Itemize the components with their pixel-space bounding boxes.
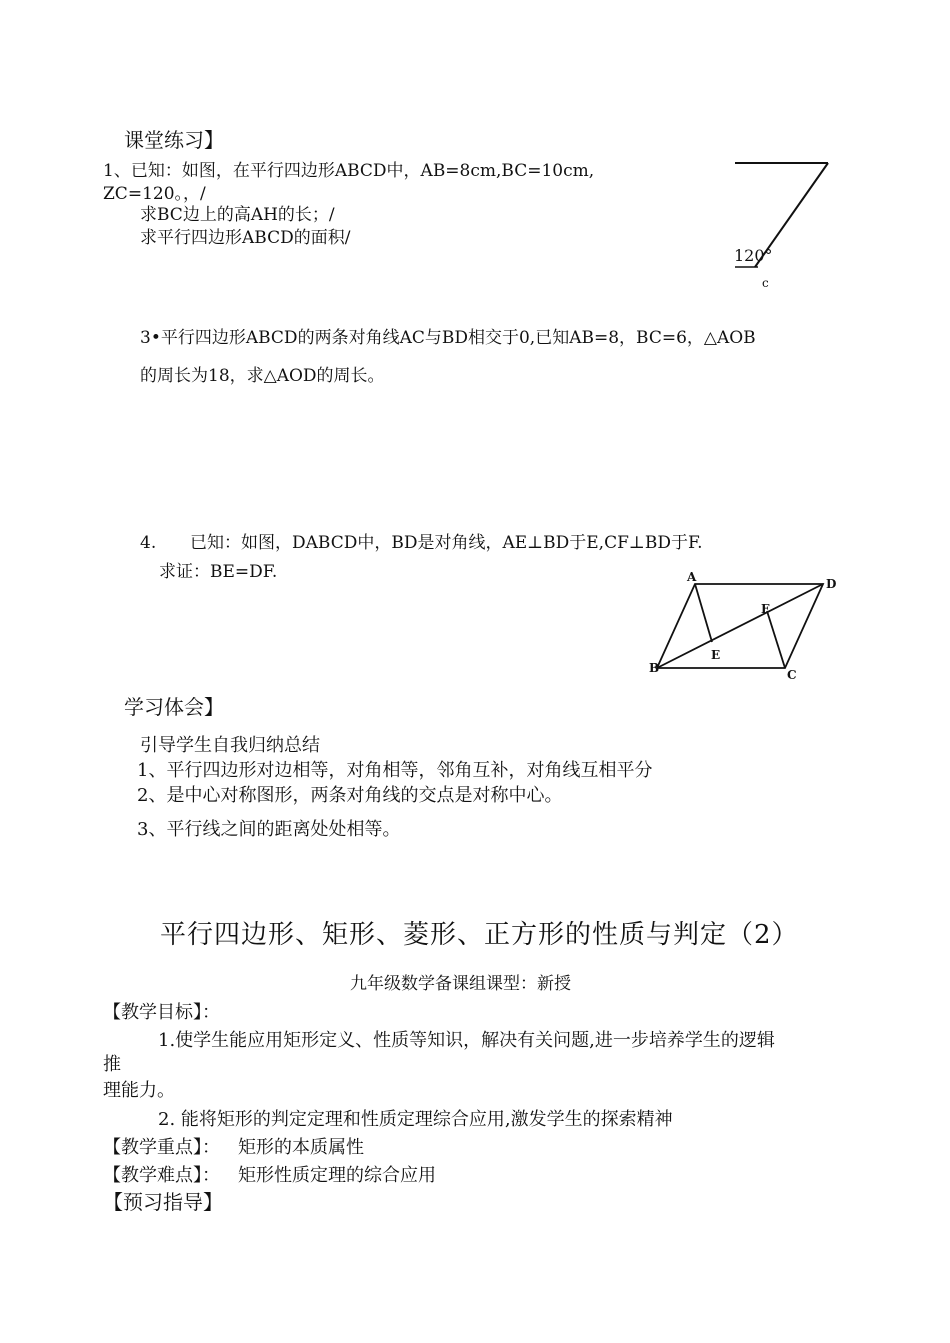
q1-figure-angle-label: 120° bbox=[734, 246, 773, 265]
objective-2: 2. 能将矩形的判定定理和性质定理综合应用,激发学生的探索精神 bbox=[158, 1109, 673, 1130]
q4-diagonal-bd bbox=[657, 584, 823, 668]
objective-1-line-c: 理能力。 bbox=[103, 1080, 175, 1101]
reflection-item-3: 3、平行线之间的距离处处相等。 bbox=[137, 819, 401, 840]
q4-label-e: E bbox=[711, 648, 721, 662]
objectives-label: 【教学目标】： bbox=[103, 1002, 220, 1023]
q1-line1: 1、已知：如图，在平行四边形ABCD中，AB=8cm,BC=10cm, bbox=[103, 161, 595, 181]
q1-line2: ZC=120。，/ bbox=[103, 184, 206, 204]
keypoint-text: 矩形的本质属性 bbox=[238, 1137, 364, 1158]
reflection-intro: 引导学生自我归纳总结 bbox=[140, 735, 320, 756]
q3-line1: 3•平行四边形ABCD的两条对角线AC与BD相交于0,已知AB=8，BC=6，△AOB bbox=[140, 328, 756, 348]
lesson-title: 平行四边形、矩形、菱形、正方形的性质与判定（2） bbox=[160, 920, 799, 950]
q4-label-f: F bbox=[761, 602, 770, 616]
q4-segment-ae bbox=[695, 584, 712, 642]
reflection-item-1: 1、平行四边形对边相等，对角相等，邻角互补，对角线互相平分 bbox=[137, 760, 653, 781]
reflection-item-2: 2、是中心对称图形，两条对角线的交点是对称中心。 bbox=[137, 785, 563, 806]
q4-label-c: C bbox=[787, 668, 797, 682]
q4-label-b: B bbox=[649, 661, 660, 675]
practice-heading: 课堂练习】 bbox=[124, 128, 224, 152]
keypoint-label: 【教学重点】： bbox=[103, 1137, 220, 1158]
q1-line3: 求BC边上的高AH的长；/ bbox=[140, 205, 335, 225]
q4-segment-cf bbox=[767, 611, 785, 668]
reflection-heading: 学习体会】 bbox=[124, 695, 224, 719]
preview-label: 【预习指导】 bbox=[103, 1190, 223, 1214]
objective-1-line-a: 1.使学生能应用矩形定义、性质等知识，解决有关问题,进一步培养学生的逻辑 bbox=[158, 1030, 775, 1051]
q1-line4: 求平行四边形ABCD的面积/ bbox=[140, 228, 351, 248]
objective-1-line-b: 推 bbox=[103, 1054, 121, 1075]
lesson-subtitle: 九年级数学备课组课型：新授 bbox=[350, 974, 571, 994]
q4-line1: 已知：如图，DABCD中，BD是对角线，AE⊥BD于E,CF⊥BD于F. bbox=[190, 533, 703, 553]
q4-label-a: A bbox=[687, 570, 697, 584]
q4-number: 4. bbox=[140, 533, 157, 553]
difficulty-text: 矩形性质定理的综合应用 bbox=[238, 1165, 436, 1186]
q4-line2: 求证：BE=DF. bbox=[159, 562, 278, 582]
q1-figure-c-label: c bbox=[762, 276, 769, 290]
q4-label-d: D bbox=[826, 577, 837, 591]
q1-figure bbox=[728, 155, 838, 290]
q4-figure bbox=[645, 568, 850, 683]
difficulty-label: 【教学难点】： bbox=[103, 1165, 220, 1186]
q3-line2: 的周长为18，求△AOD的周长。 bbox=[140, 366, 385, 386]
